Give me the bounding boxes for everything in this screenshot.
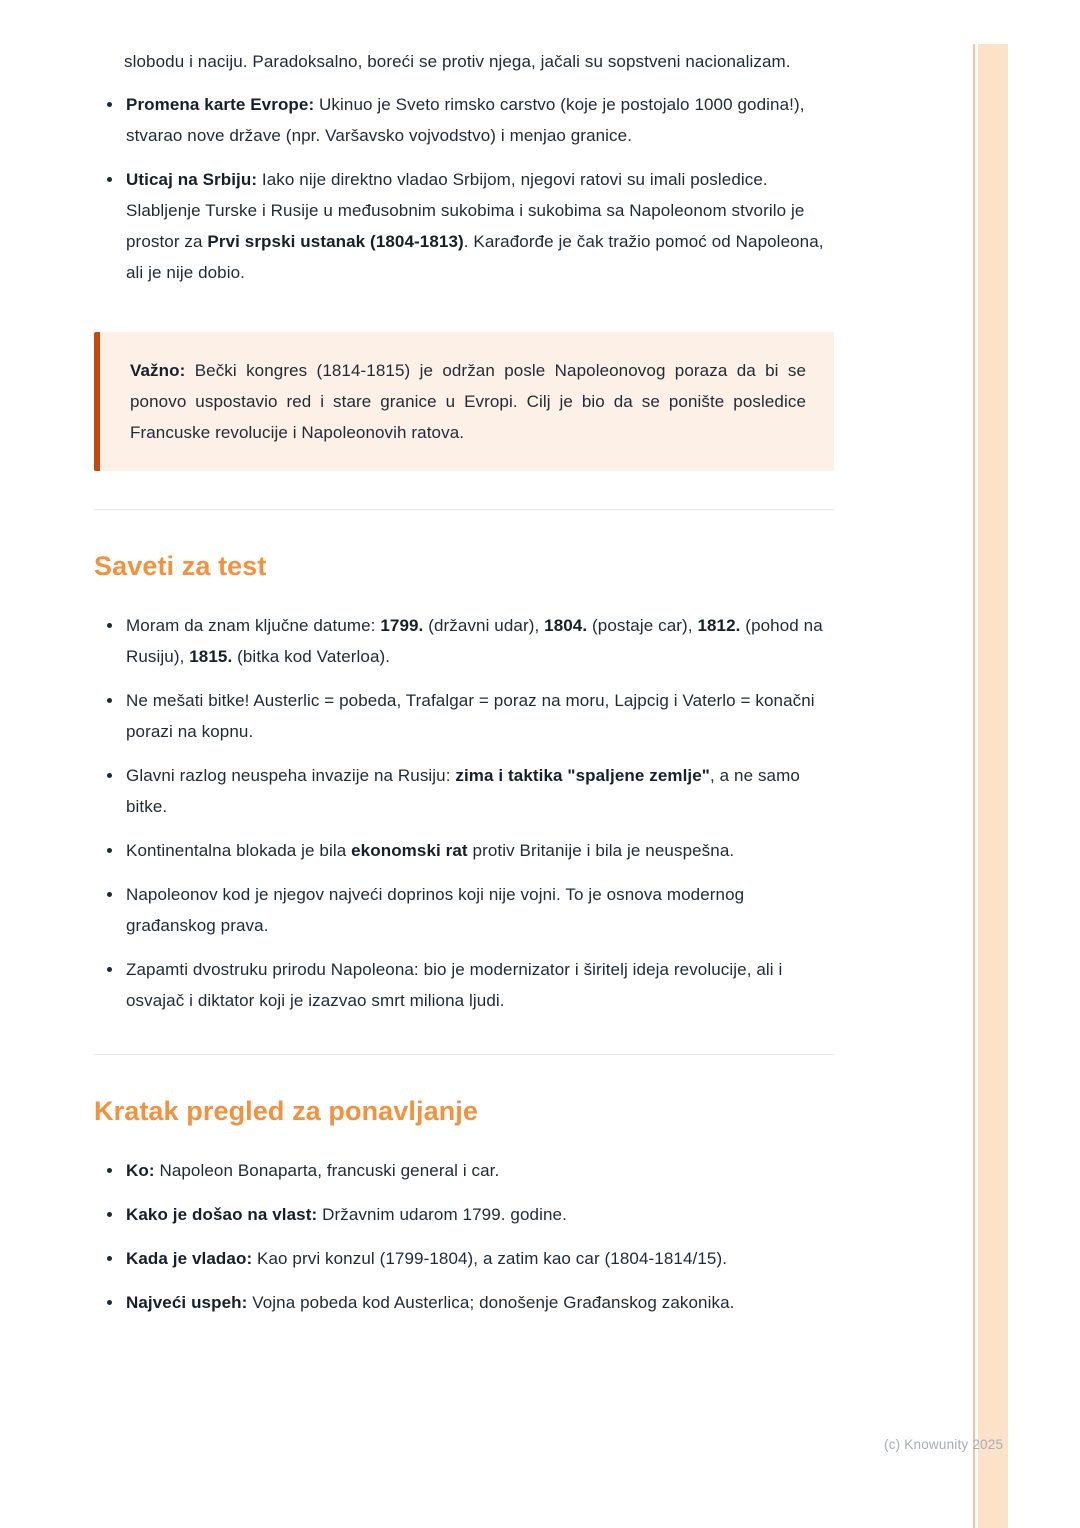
text-run: Moram da znam ključne datume: <box>126 616 381 635</box>
list-item <box>124 89 834 151</box>
text-run: Iako nije direktno vladao Srbijom, njegovi ratovi su imali posledice. Slabljenje Turske i Rusije u međusobnim sukobima i sukobima sa Napoleonom stvorilo je prostor za <box>126 170 805 251</box>
summary-list <box>94 1155 834 1318</box>
bold-text-run: 1804. <box>544 616 588 635</box>
text-run: (pohod na Rusiju), <box>126 616 823 666</box>
text-run: (bitka kod Vaterloa). <box>232 647 391 666</box>
text-run: Napoleon Bonaparta, francuski general i car. <box>154 1161 500 1180</box>
list-item <box>124 164 834 288</box>
continued-paragraph <box>94 46 834 77</box>
text-run: Bečki kongres (1814-1815) je održan posle Napoleonovog poraza da bi se ponovo uspostavio red i stare granice u Evropi. Cilj je bio da se ponište posledice Francuske revolucije i Napoleonovih ratova. <box>130 361 806 442</box>
list-item <box>124 835 834 866</box>
section-divider <box>94 1054 834 1055</box>
text-run: , a ne samo bitke. <box>126 766 800 816</box>
text-run: Napoleonov kod je njegov najveći doprinos koji nije vojni. To je osnova modernog građanskog prava. <box>126 885 745 935</box>
text-run: Zapamti dvostruku prirodu Napoleona: bio je modernizator i širitelj ideja revolucije, ali i osvajač i diktator koji je izazvao smrt miliona ljudi. <box>126 960 783 1010</box>
important-note-callout <box>94 332 834 471</box>
list-item <box>124 879 834 941</box>
list-item <box>124 1155 834 1186</box>
text-run: Kao prvi konzul (1799-1804), a zatim kao car (1804-1814/15). <box>252 1249 728 1268</box>
list-item <box>124 610 834 672</box>
list-item <box>124 1243 834 1274</box>
text-run: protiv Britanije i bila je neuspešna. <box>467 841 735 860</box>
section-divider <box>94 509 834 510</box>
callout-text <box>130 355 806 448</box>
bold-text-run: Važno: <box>130 361 186 380</box>
bold-text-run: zima i taktika "spaljene zemlje" <box>455 766 710 785</box>
text-run: (državni udar), <box>423 616 545 635</box>
bold-text-run: 1799. <box>380 616 424 635</box>
section-saveti-za-test <box>94 550 834 1016</box>
section-title: Saveti za test <box>94 551 267 581</box>
section-kratak-pregled <box>94 1095 834 1318</box>
list-item <box>124 760 834 822</box>
napoleon-impact-list <box>94 89 834 288</box>
bold-text-run: Ko: <box>126 1161 155 1180</box>
list-item <box>124 1287 834 1318</box>
right-accent-stripe <box>978 44 1008 1528</box>
bold-text-run: Prvi srpski ustanak (1804-1813) <box>207 232 464 251</box>
bold-text-run: Najveći uspeh: <box>126 1293 248 1312</box>
text-run: Ne mešati bitke! Austerlic = pobeda, Trafalgar = poraz na moru, Lajpcig i Vaterlo = konačni porazi na kopnu. <box>126 691 815 741</box>
text-run: Glavni razlog neuspeha invazije na Rusiju: <box>126 766 456 785</box>
bold-text-run: Uticaj na Srbiju: <box>126 170 258 189</box>
bold-text-run: Promena karte Evrope: <box>126 95 315 114</box>
copyright-watermark: (c) Knowunity 2025 <box>884 1437 1004 1452</box>
text-run: Kontinentalna blokada je bila <box>126 841 352 860</box>
test-tips-list <box>94 610 834 1016</box>
text-run: . Karađorđe je čak tražio pomoć od Napoleona, ali je nije dobio. <box>126 232 824 282</box>
bold-text-run: Kada je vladao: <box>126 1249 253 1268</box>
bold-text-run: ekonomski rat <box>351 841 468 860</box>
bold-text-run: 1812. <box>697 616 741 635</box>
list-item <box>124 954 834 1016</box>
text-run: Državnim udarom 1799. godine. <box>317 1205 567 1224</box>
bold-text-run: 1815. <box>189 647 233 666</box>
section-title: Kratak pregled za ponavljanje <box>94 1096 479 1126</box>
bold-text-run: Kako je došao na vlast: <box>126 1205 318 1224</box>
list-item <box>124 685 834 747</box>
text-run: Vojna pobeda kod Austerlica; donošenje Građanskog zakonika. <box>247 1293 735 1312</box>
document-content <box>94 46 834 1331</box>
list-item <box>124 1199 834 1230</box>
text-run: Ukinuo je Sveto rimsko carstvo (koje je postojalo 1000 godina!), stvarao nove države (npr. Varšavsko vojvodstvo) i menjao granice. <box>126 95 805 145</box>
text-run: slobodu i naciju. Paradoksalno, boreći se protiv njega, jačali su sopstveni nacionalizam. <box>124 52 791 71</box>
right-accent-line <box>973 44 975 1528</box>
text-run: (postaje car), <box>587 616 698 635</box>
